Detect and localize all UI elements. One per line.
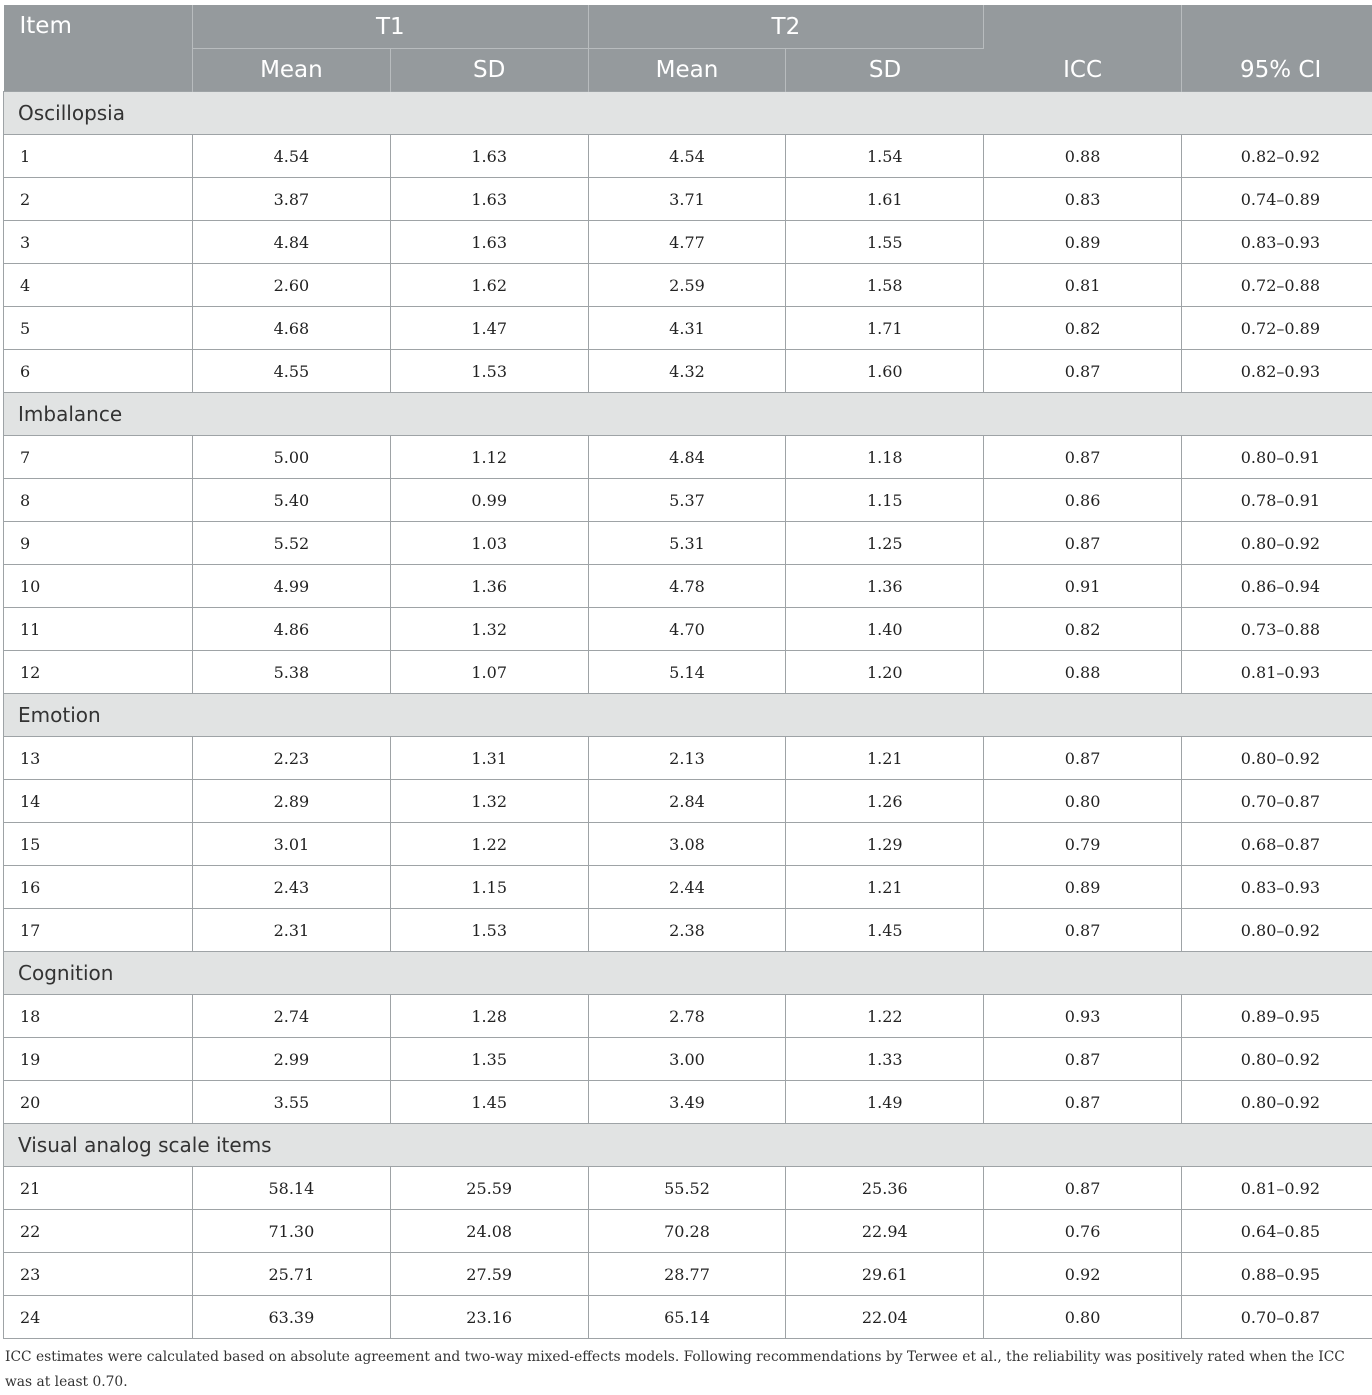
table-row — [4, 479, 1372, 522]
table-row — [4, 780, 1372, 823]
cell-t1-sd: 1.03 — [390, 522, 588, 565]
section-title: Emotion — [4, 694, 1372, 737]
cell-t2-mean: 2.59 — [588, 264, 786, 307]
table-row — [4, 995, 1372, 1038]
cell-item: 15 — [4, 823, 193, 866]
cell-t1-mean: 2.23 — [193, 737, 391, 780]
table-row — [4, 135, 1372, 178]
cell-t2-sd: 22.94 — [786, 1210, 984, 1253]
cell-ci: 0.80–0.92 — [1181, 522, 1372, 565]
table-row — [4, 909, 1372, 952]
cell-t2-mean: 70.28 — [588, 1210, 786, 1253]
cell-t1-sd: 1.63 — [390, 221, 588, 264]
cell-t2-mean: 2.78 — [588, 995, 786, 1038]
section-title: Imbalance — [4, 393, 1372, 436]
table-header — [4, 5, 1372, 92]
header-t1: T1 — [193, 5, 589, 49]
cell-t2-sd: 1.45 — [786, 909, 984, 952]
cell-t1-sd: 1.47 — [390, 307, 588, 350]
cell-item: 12 — [4, 651, 193, 694]
cell-ci: 0.86–0.94 — [1181, 565, 1372, 608]
cell-t2-sd: 1.15 — [786, 479, 984, 522]
cell-ci: 0.64–0.85 — [1181, 1210, 1372, 1253]
cell-item: 13 — [4, 737, 193, 780]
cell-ci: 0.82–0.93 — [1181, 350, 1372, 393]
cell-icc: 0.87 — [984, 1167, 1182, 1210]
cell-t1-sd: 1.35 — [390, 1038, 588, 1081]
cell-t2-mean: 2.44 — [588, 866, 786, 909]
cell-ci: 0.73–0.88 — [1181, 608, 1372, 651]
cell-t2-sd: 1.61 — [786, 178, 984, 221]
cell-item: 3 — [4, 221, 193, 264]
reliability-table-container — [3, 5, 1369, 1339]
cell-t2-mean: 65.14 — [588, 1296, 786, 1339]
cell-t1-mean: 25.71 — [193, 1253, 391, 1296]
table-row — [4, 737, 1372, 780]
cell-t1-sd: 25.59 — [390, 1167, 588, 1210]
cell-icc: 0.82 — [984, 307, 1182, 350]
cell-ci: 0.81–0.92 — [1181, 1167, 1372, 1210]
cell-icc: 0.87 — [984, 1038, 1182, 1081]
cell-icc: 0.87 — [984, 522, 1182, 565]
header-t2-sd: SD — [786, 49, 984, 92]
cell-item: 10 — [4, 565, 193, 608]
cell-icc: 0.81 — [984, 264, 1182, 307]
cell-ci: 0.68–0.87 — [1181, 823, 1372, 866]
cell-icc: 0.86 — [984, 479, 1182, 522]
cell-t2-sd: 1.36 — [786, 565, 984, 608]
cell-t1-mean: 4.54 — [193, 135, 391, 178]
cell-t1-sd: 1.36 — [390, 565, 588, 608]
cell-t2-mean: 55.52 — [588, 1167, 786, 1210]
section-title: Cognition — [4, 952, 1372, 995]
cell-t2-mean: 28.77 — [588, 1253, 786, 1296]
cell-item: 21 — [4, 1167, 193, 1210]
cell-t1-mean: 4.55 — [193, 350, 391, 393]
cell-item: 7 — [4, 436, 193, 479]
cell-t1-mean: 5.40 — [193, 479, 391, 522]
cell-t2-sd: 1.40 — [786, 608, 984, 651]
cell-t1-sd: 1.12 — [390, 436, 588, 479]
cell-t1-mean: 58.14 — [193, 1167, 391, 1210]
cell-t1-sd: 23.16 — [390, 1296, 588, 1339]
cell-t2-sd: 1.55 — [786, 221, 984, 264]
cell-ci: 0.80–0.92 — [1181, 1038, 1372, 1081]
cell-t2-sd: 1.29 — [786, 823, 984, 866]
header-t2: T2 — [588, 5, 984, 49]
header-t2-mean: Mean — [588, 49, 786, 92]
section-row — [4, 1124, 1372, 1167]
cell-ci: 0.83–0.93 — [1181, 221, 1372, 264]
cell-ci: 0.80–0.92 — [1181, 737, 1372, 780]
cell-ci: 0.82–0.92 — [1181, 135, 1372, 178]
cell-t1-mean: 2.60 — [193, 264, 391, 307]
cell-t1-sd: 1.63 — [390, 135, 588, 178]
cell-icc: 0.87 — [984, 436, 1182, 479]
cell-t2-mean: 2.84 — [588, 780, 786, 823]
cell-ci: 0.70–0.87 — [1181, 780, 1372, 823]
table-row — [4, 436, 1372, 479]
cell-icc: 0.88 — [984, 651, 1182, 694]
cell-t1-mean: 2.99 — [193, 1038, 391, 1081]
cell-t2-sd: 1.60 — [786, 350, 984, 393]
cell-t1-mean: 2.89 — [193, 780, 391, 823]
cell-item: 18 — [4, 995, 193, 1038]
header-ci: 95% CI — [1181, 5, 1372, 92]
cell-t1-sd: 1.32 — [390, 780, 588, 823]
table-row — [4, 866, 1372, 909]
table-row — [4, 264, 1372, 307]
cell-ci: 0.83–0.93 — [1181, 866, 1372, 909]
cell-t1-sd: 1.28 — [390, 995, 588, 1038]
cell-t1-sd: 1.31 — [390, 737, 588, 780]
cell-t2-sd: 25.36 — [786, 1167, 984, 1210]
section-row — [4, 393, 1372, 436]
table-row — [4, 1296, 1372, 1339]
cell-t2-mean: 3.71 — [588, 178, 786, 221]
cell-ci: 0.72–0.89 — [1181, 307, 1372, 350]
cell-t1-mean: 2.31 — [193, 909, 391, 952]
table-row — [4, 823, 1372, 866]
cell-t2-sd: 1.22 — [786, 995, 984, 1038]
cell-t2-mean: 5.31 — [588, 522, 786, 565]
cell-item: 5 — [4, 307, 193, 350]
table-row — [4, 1038, 1372, 1081]
section-row — [4, 952, 1372, 995]
cell-t1-mean: 4.86 — [193, 608, 391, 651]
cell-icc: 0.87 — [984, 1081, 1182, 1124]
cell-icc: 0.80 — [984, 780, 1182, 823]
cell-icc: 0.93 — [984, 995, 1182, 1038]
cell-icc: 0.87 — [984, 737, 1182, 780]
cell-t1-mean: 5.00 — [193, 436, 391, 479]
table-row — [4, 350, 1372, 393]
cell-t2-sd: 29.61 — [786, 1253, 984, 1296]
cell-t2-mean: 4.84 — [588, 436, 786, 479]
cell-t1-sd: 1.63 — [390, 178, 588, 221]
cell-ci: 0.72–0.88 — [1181, 264, 1372, 307]
cell-t2-mean: 3.49 — [588, 1081, 786, 1124]
cell-icc: 0.80 — [984, 1296, 1182, 1339]
cell-t2-mean: 3.00 — [588, 1038, 786, 1081]
cell-t1-mean: 5.52 — [193, 522, 391, 565]
table-row — [4, 1167, 1372, 1210]
cell-t1-mean: 4.84 — [193, 221, 391, 264]
cell-item: 23 — [4, 1253, 193, 1296]
cell-icc: 0.76 — [984, 1210, 1182, 1253]
cell-icc: 0.89 — [984, 866, 1182, 909]
cell-t1-sd: 27.59 — [390, 1253, 588, 1296]
cell-icc: 0.79 — [984, 823, 1182, 866]
cell-icc: 0.83 — [984, 178, 1182, 221]
table-row — [4, 608, 1372, 651]
cell-ci: 0.70–0.87 — [1181, 1296, 1372, 1339]
cell-item: 2 — [4, 178, 193, 221]
table-row — [4, 1253, 1372, 1296]
cell-t2-mean: 2.38 — [588, 909, 786, 952]
cell-icc: 0.91 — [984, 565, 1182, 608]
cell-t2-mean: 5.14 — [588, 651, 786, 694]
cell-t1-sd: 0.99 — [390, 479, 588, 522]
cell-t1-mean: 4.68 — [193, 307, 391, 350]
cell-item: 9 — [4, 522, 193, 565]
cell-t1-sd: 24.08 — [390, 1210, 588, 1253]
cell-t2-mean: 5.37 — [588, 479, 786, 522]
section-title: Visual analog scale items — [4, 1124, 1372, 1167]
table-row — [4, 178, 1372, 221]
cell-ci: 0.88–0.95 — [1181, 1253, 1372, 1296]
header-t1-sd: SD — [390, 49, 588, 92]
cell-t2-sd: 1.26 — [786, 780, 984, 823]
table-row — [4, 307, 1372, 350]
cell-icc: 0.92 — [984, 1253, 1182, 1296]
cell-t1-sd: 1.07 — [390, 651, 588, 694]
cell-t2-mean: 4.77 — [588, 221, 786, 264]
table-row — [4, 221, 1372, 264]
cell-t1-sd: 1.53 — [390, 350, 588, 393]
cell-ci: 0.80–0.92 — [1181, 1081, 1372, 1124]
cell-t1-mean: 3.87 — [193, 178, 391, 221]
cell-t2-sd: 1.54 — [786, 135, 984, 178]
section-title: Oscillopsia — [4, 92, 1372, 135]
cell-t2-mean: 4.32 — [588, 350, 786, 393]
table-row — [4, 1210, 1372, 1253]
cell-t1-mean: 2.43 — [193, 866, 391, 909]
cell-item: 6 — [4, 350, 193, 393]
cell-t1-sd: 1.62 — [390, 264, 588, 307]
cell-ci: 0.80–0.92 — [1181, 909, 1372, 952]
table-footnote: ICC estimates were calculated based on absolute agreement and two-way mixed-effects models. Following recommendations by Terwee et al., the reliability was positively rated when the ICC was at least 0.70. — [5, 1345, 1367, 1395]
reliability-table — [3, 5, 1372, 1339]
cell-ci: 0.81–0.93 — [1181, 651, 1372, 694]
cell-item: 20 — [4, 1081, 193, 1124]
cell-ci: 0.78–0.91 — [1181, 479, 1372, 522]
cell-ci: 0.80–0.91 — [1181, 436, 1372, 479]
cell-t1-mean: 3.01 — [193, 823, 391, 866]
table-row — [4, 1081, 1372, 1124]
section-row — [4, 92, 1372, 135]
cell-t2-mean: 3.08 — [588, 823, 786, 866]
cell-t2-sd: 1.21 — [786, 866, 984, 909]
cell-icc: 0.87 — [984, 909, 1182, 952]
cell-icc: 0.87 — [984, 350, 1182, 393]
cell-t1-mean: 2.74 — [193, 995, 391, 1038]
cell-t2-sd: 22.04 — [786, 1296, 984, 1339]
cell-item: 11 — [4, 608, 193, 651]
table-body — [4, 92, 1372, 1339]
cell-t1-sd: 1.22 — [390, 823, 588, 866]
cell-icc: 0.88 — [984, 135, 1182, 178]
header-icc: ICC — [984, 5, 1182, 92]
cell-item: 22 — [4, 1210, 193, 1253]
cell-t1-mean: 3.55 — [193, 1081, 391, 1124]
cell-t1-mean: 4.99 — [193, 565, 391, 608]
table-row — [4, 651, 1372, 694]
cell-t2-mean: 4.54 — [588, 135, 786, 178]
cell-icc: 0.82 — [984, 608, 1182, 651]
cell-t1-mean: 5.38 — [193, 651, 391, 694]
cell-t2-sd: 1.49 — [786, 1081, 984, 1124]
header-item: Item — [4, 5, 193, 92]
cell-icc: 0.89 — [984, 221, 1182, 264]
cell-t2-sd: 1.71 — [786, 307, 984, 350]
header-t1-mean: Mean — [193, 49, 391, 92]
cell-item: 19 — [4, 1038, 193, 1081]
cell-t2-sd: 1.58 — [786, 264, 984, 307]
cell-t1-mean: 63.39 — [193, 1296, 391, 1339]
cell-item: 1 — [4, 135, 193, 178]
cell-t1-sd: 1.53 — [390, 909, 588, 952]
cell-t1-mean: 71.30 — [193, 1210, 391, 1253]
cell-t2-sd: 1.21 — [786, 737, 984, 780]
cell-ci: 0.89–0.95 — [1181, 995, 1372, 1038]
cell-item: 4 — [4, 264, 193, 307]
cell-t2-sd: 1.20 — [786, 651, 984, 694]
cell-t2-mean: 2.13 — [588, 737, 786, 780]
cell-t1-sd: 1.45 — [390, 1081, 588, 1124]
cell-t2-sd: 1.33 — [786, 1038, 984, 1081]
cell-t2-sd: 1.18 — [786, 436, 984, 479]
cell-ci: 0.74–0.89 — [1181, 178, 1372, 221]
cell-t2-mean: 4.78 — [588, 565, 786, 608]
cell-item: 24 — [4, 1296, 193, 1339]
cell-t2-mean: 4.70 — [588, 608, 786, 651]
cell-t2-mean: 4.31 — [588, 307, 786, 350]
cell-t1-sd: 1.32 — [390, 608, 588, 651]
cell-t2-sd: 1.25 — [786, 522, 984, 565]
cell-item: 17 — [4, 909, 193, 952]
cell-item: 14 — [4, 780, 193, 823]
section-row — [4, 694, 1372, 737]
table-row — [4, 522, 1372, 565]
cell-item: 16 — [4, 866, 193, 909]
table-row — [4, 565, 1372, 608]
cell-t1-sd: 1.15 — [390, 866, 588, 909]
cell-item: 8 — [4, 479, 193, 522]
